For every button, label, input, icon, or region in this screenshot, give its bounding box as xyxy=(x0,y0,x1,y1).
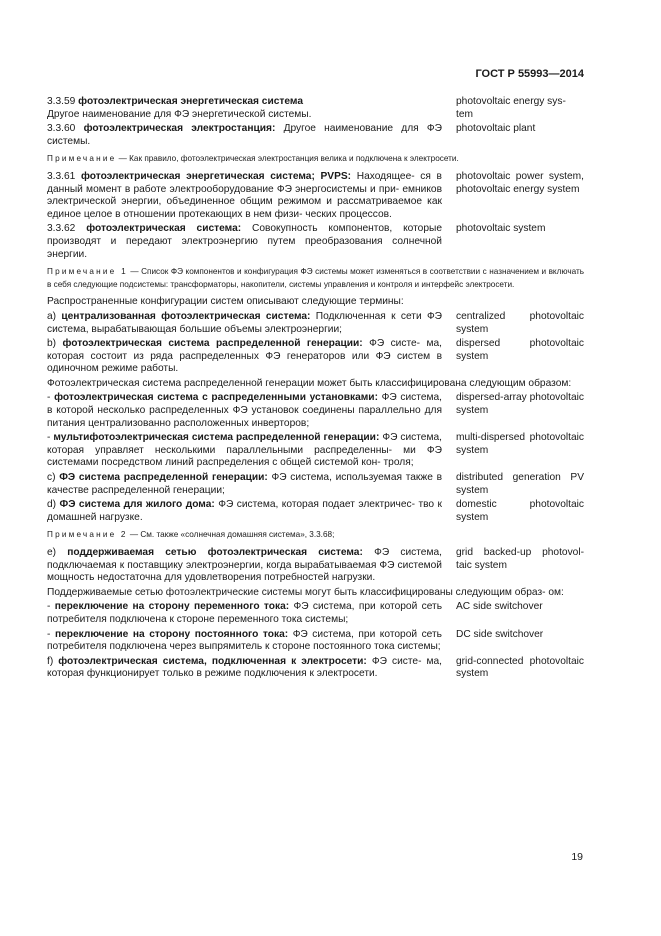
item-d xyxy=(47,499,584,524)
note-text: — Список ФЭ компонентов и конфигурация ФЭ системы может изменяться в соответствии с назначением и включать в себя следующие подсистемы: трансформаторы, накопители, системы управления и контроля и интерфейс электросети. xyxy=(47,267,584,289)
english-term: grid backed-up photovol- taic system xyxy=(456,547,584,571)
note-text: — См. также «солнечная домашняя система», 3.3.68; xyxy=(129,530,335,540)
item-label: - xyxy=(47,628,51,640)
item-label: е) xyxy=(47,547,57,558)
term-definition: Совокупность компонентов, которые производят и передают электроэнергию путем преобразования солнечной энергии. xyxy=(47,223,442,260)
term-number: 3.3.60 xyxy=(47,123,76,135)
note-label: Примечание 2 xyxy=(47,530,128,540)
term-definition: ФЭ систе- ма, которая состоит из ряда распределенных ФЭ генераторов или ФЭ систем в одиночном режиме работы. xyxy=(47,338,442,375)
english-term: grid-connected photovoltaic system xyxy=(456,655,584,680)
term-3-3-60 xyxy=(47,123,584,148)
content xyxy=(47,96,584,683)
term-number: 3.3.61 xyxy=(47,170,76,182)
english-term: photovoltaic energy sys- xyxy=(456,96,566,107)
english-term: centralized photovoltaic system xyxy=(456,310,584,335)
term-name: централизованная фотоэлектрическая система: xyxy=(61,310,311,322)
term-definition: ФЭ система, подключаемая к поставщику электроэнергии, когда вырабатываемая ФЭ системой мощность недостаточна для удовлетворения потребностей нагрузки. xyxy=(47,547,442,584)
english-term: dispersed photovoltaic system xyxy=(456,338,584,362)
english-term: photovoltaic plant xyxy=(456,123,536,135)
item-label: b) xyxy=(47,338,57,350)
term-name: поддерживаемая сетью фотоэлектрическая система: xyxy=(67,547,363,558)
item-label: - xyxy=(47,601,51,613)
item-label: - xyxy=(47,392,51,404)
term-definition: ФЭ система, которая подает электричес- тво к домашней нагрузке. xyxy=(47,499,442,523)
term-3-3-62 xyxy=(47,223,584,261)
term-definition: Находящее- ся в данный момент в работе электрооборудование ФЭ энергосистемы и при- емников электрической энергии, объединенное общим режимом и рассматриваемое как единое целое в отношении протекающих в нем физи- ческих процессов. xyxy=(47,170,442,220)
intro-paragraph: Распространенные конфигурации систем описывают следующие термины: xyxy=(47,296,404,308)
item-e-2 xyxy=(47,629,584,654)
english-term: domestic photovoltaic system xyxy=(456,499,584,523)
item-c xyxy=(47,472,584,497)
standard-header: ГОСТ Р 55993—2014 xyxy=(475,68,584,80)
item-b-2 xyxy=(47,432,584,470)
item-e-1 xyxy=(47,601,584,626)
term-name: ФЭ система для жилого дома: xyxy=(59,499,215,511)
term-name: фотоэлектрическая энергетическая система xyxy=(78,96,303,107)
item-label: - xyxy=(47,432,51,444)
note-label: Примечание 1 xyxy=(47,267,128,277)
term-definition: ФЭ система, в которой несколько распределенных ФЭ установок соединены параллельно для питания централизованно расположенных инверторов; xyxy=(47,392,442,429)
term-number: 3.3.59 xyxy=(47,96,76,107)
item-label: с) xyxy=(47,472,56,484)
term-name: фотоэлектрическая система: xyxy=(86,223,242,235)
term-definition: ФЭ система, при которой сеть потребителя подключена к стороне переменного тока системы; xyxy=(47,601,442,625)
item-f xyxy=(47,656,584,681)
note xyxy=(47,529,584,542)
english-term: photovoltaic system xyxy=(456,223,546,235)
intro-paragraph: Поддерживаемые сетью фотоэлектрические системы могут быть классифицированы следующим образ- ом: xyxy=(47,586,564,598)
term-name: мультифотоэлектрическая система распределенной генерации: xyxy=(53,432,380,444)
term-name: переключение на сторону переменного тока: xyxy=(54,601,290,613)
term-definition: ФЭ систе- ма, которая функционирует только в режиме подключения к электросети. xyxy=(47,655,442,680)
intro-paragraph: Фотоэлектрическая система распределенной генерации может быть классифицирована следующим образом: xyxy=(47,377,572,389)
term-name: фотоэлектрическая энергетическая система; PVPS: xyxy=(80,170,352,182)
term-3-3-61 xyxy=(47,171,584,221)
term-definition: ФЭ система, при которой сеть потребителя подключена через выпрямитель к стороне постоянного тока системы; xyxy=(47,628,442,653)
term-name: ФЭ система распределенной генерации: xyxy=(59,472,268,484)
item-a xyxy=(47,311,584,336)
item-label: а) xyxy=(47,310,57,322)
term-name: фотоэлектрическая система с распределенными установками: xyxy=(54,392,378,404)
page-number: 19 xyxy=(571,851,583,863)
item-label: d) xyxy=(47,499,57,511)
term-number: 3.3.62 xyxy=(47,223,76,235)
item-b xyxy=(47,338,584,376)
term-definition: ФЭ система, которая управляет несколькими параллельными распределенны- ми ФЭ системами посредством линий распределения с общей системой кон- троля; xyxy=(47,432,442,469)
term-definition: ФЭ система, используемая также в качестве распределенной генерации; xyxy=(47,472,442,496)
item-e xyxy=(47,547,584,585)
english-term: distributed generation PV system xyxy=(456,472,584,496)
item-b-1 xyxy=(47,392,584,430)
term-3-3-59 xyxy=(47,96,584,121)
term-definition: Другое наименование для ФЭ энергетической системы. xyxy=(47,108,312,120)
term-name: переключение на сторону постоянного тока: xyxy=(54,628,289,640)
note-text: — Как правило, фотоэлектрическая электростанция велика и подключена к электросети. xyxy=(118,154,459,164)
term-definition: Другое наименование для ФЭ системы. xyxy=(47,123,442,147)
term-name: фотоэлектрическая система, подключенная к электросети: xyxy=(58,655,367,667)
english-term: dispersed-array photovoltaic system xyxy=(456,392,584,417)
english-term: AC side switchover xyxy=(456,601,543,613)
term-name: фотоэлектрическая система распределенной генерации: xyxy=(62,338,363,350)
english-term: DC side switchover xyxy=(456,628,544,640)
note xyxy=(47,153,584,166)
note xyxy=(47,266,584,291)
term-name: фотоэлектрическая электростанция: xyxy=(83,123,276,135)
english-term-cont: tem xyxy=(456,108,473,120)
note-label: Примечание xyxy=(47,154,117,164)
item-label: f) xyxy=(47,655,54,667)
term-definition: Подключенная к сети ФЭ система, вырабатывающая большие объемы электроэнергии; xyxy=(47,310,443,335)
english-term: photovoltaic power system, photovoltaic energy system xyxy=(456,170,584,195)
english-term: multi-dispersed photovoltaic system xyxy=(456,432,584,456)
